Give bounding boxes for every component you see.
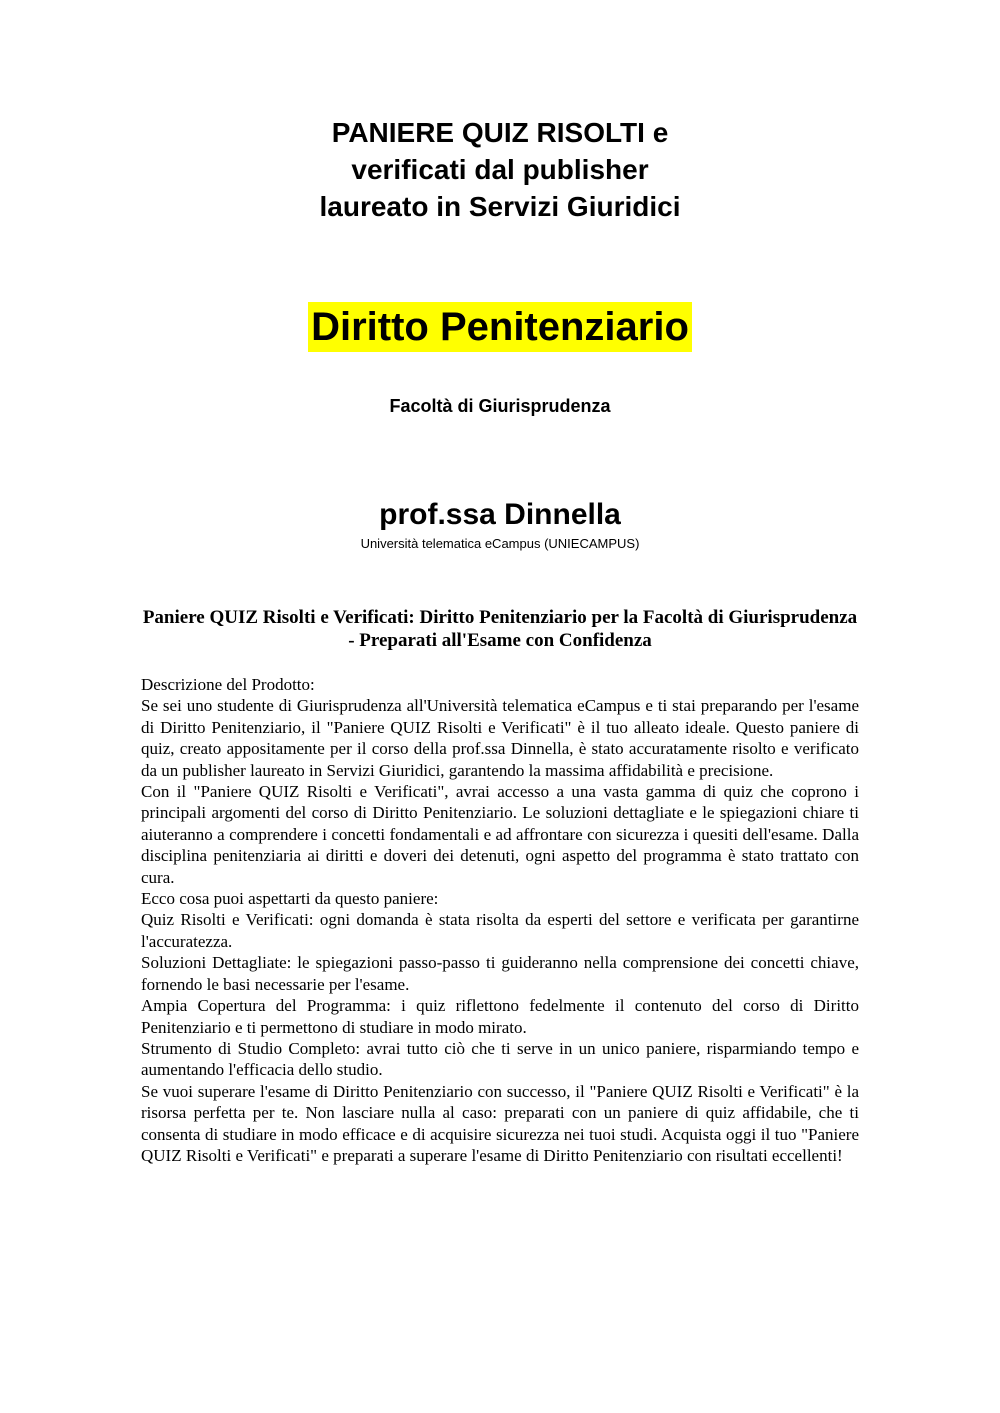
subject-container [0, 302, 1000, 352]
product-description [141, 674, 859, 1166]
title-line: laureato in Servizi Giuridici [319, 191, 681, 222]
paragraph: Se sei uno studente di Giurisprudenza all'Università telematica eCampus e ti stai preparando per l'esame di Diritto Penitenziario, il "Paniere QUIZ Risolti e Verificati" è il tuo alleato ideale. Questo paniere di quiz, creato appositamente per il corso della prof.ssa Dinnella, è stato accuratamente risolto e verificato da un publisher laureato in Servizi Giuridici, garantendo la massima affidabilità e precisione. [141, 696, 859, 780]
professor-name: prof.ssa Dinnella [379, 498, 621, 531]
paragraph: Descrizione del Prodotto: [141, 675, 315, 694]
paragraph: Strumento di Studio Completo: avrai tutto ciò che ti serve in un unico paniere, risparmiando tempo e aumentando l'efficacia dello studio. [141, 1038, 859, 1080]
title-line: PANIERE QUIZ RISOLTI e [331, 117, 669, 148]
document-title [0, 114, 1000, 225]
paragraph: Ampia Copertura del Programma: i quiz riflettono fedelmente il contenuto del corso di Diritto Penitenziario e ti permettono di studiare in modo mirato. [141, 996, 859, 1037]
paragraph: Se vuoi superare l'esame di Diritto Penitenziario con successo, il "Paniere QUIZ Risolti e Verificati" è la risorsa perfetta per te. Non lasciare nulla al caso: preparati con un paniere di quiz affidabile, che ti consenta di studiare in modo efficace e di acquisire sicurezza nei tuoi studi. Acquista oggi il tuo "Paniere QUIZ Risolti e Verificati" e preparati a superare l'esame di Diritto Penitenziario con risultati eccellenti! [141, 1081, 859, 1165]
paragraph: Ecco cosa puoi aspettarti da questo paniere: [141, 889, 439, 909]
paragraph: Quiz Risolti e Verificati: ogni domanda è stata risolta da esperti del settore e verificata per garantirne l'accuratezza. [141, 910, 859, 951]
section-heading: Paniere QUIZ Risolti e Verificati: Diritto Penitenziario per la Facoltà di Giurisprudenza - Preparati all'Esame con Confidenza [142, 607, 858, 651]
university-name: Università telematica eCampus (UNIECAMPUS) [360, 536, 640, 551]
paragraph: Soluzioni Dettagliate: le spiegazioni passo-passo ti guideranno nella comprensione dei concetti chiave, fornendo le basi necessarie per l'esame. [141, 953, 859, 994]
title-line: verificati dal publisher [351, 154, 649, 185]
paragraph: Con il "Paniere QUIZ Risolti e Verificati", avrai accesso a una vasta gamma di quiz che coprono i principali argomenti del corso di Diritto Penitenziario. Le soluzioni dettagliate e le spiegazioni chiare ti aiuteranno a comprendere i concetti fondamentali e ad affrontare con sicurezza i quesiti dell'esame. Dalla disciplina penitenziaria ai diritti e doveri dei detenuti, ogni aspetto del programma è stato trattato con cura. [141, 782, 859, 887]
subject-title: Diritto Penitenziario [308, 302, 692, 352]
faculty-name: Facoltà di Giurisprudenza [389, 396, 611, 416]
